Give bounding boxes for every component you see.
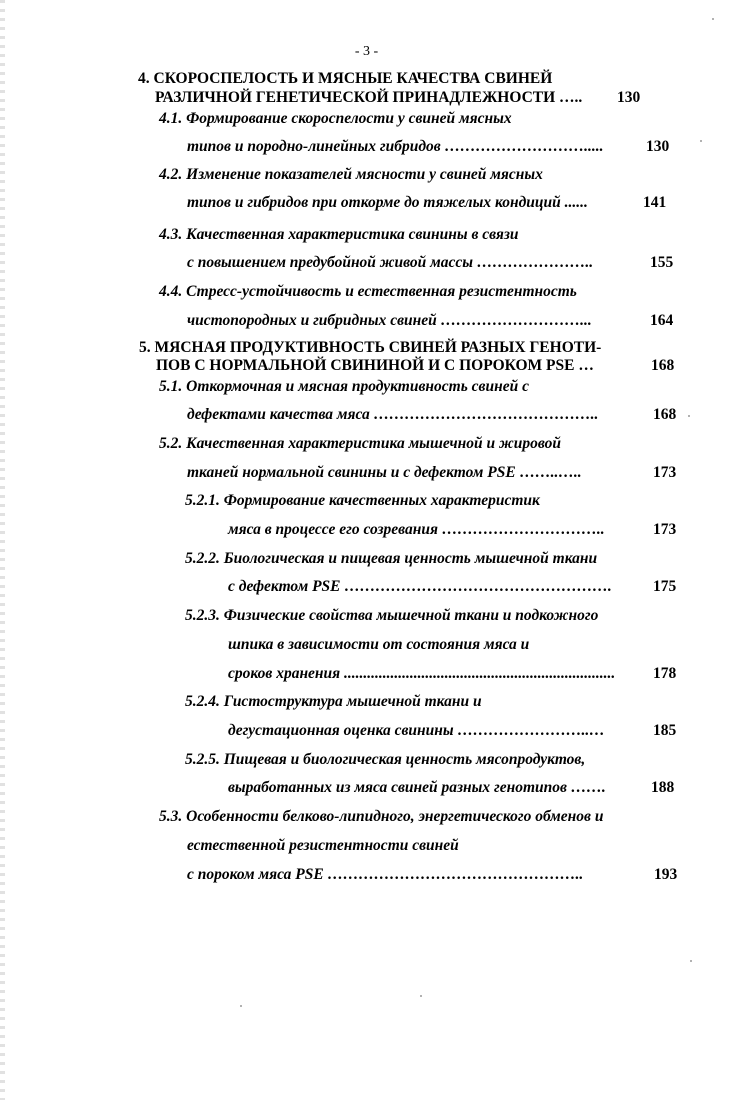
toc-section-5-page: 168 <box>651 357 675 374</box>
scan-speck <box>700 140 702 142</box>
toc-5-2-5-title-line2: выработанных из мяса свиней разных генотипов ……. <box>228 779 606 796</box>
scan-speck <box>690 960 692 962</box>
toc-5-2-3-title-line3: сроков хранения ...................................................................... <box>228 665 616 682</box>
toc-5-2-2-page: 175 <box>653 578 677 595</box>
toc-5-1-page: 168 <box>653 406 677 423</box>
toc-5-2-title-line2: тканей нормальной свинины и с дефектом PSE ……..….. <box>187 464 582 481</box>
toc-section-4-title-line1: 4. СКОРОСПЕЛОСТЬ И МЯСНЫЕ КАЧЕСТВА СВИНЕЙ <box>138 70 553 87</box>
toc-5-3-page: 193 <box>654 866 678 883</box>
toc-5-2-3-title-line2: шпика в зависимости от состояния мяса и <box>228 636 530 653</box>
toc-5-2-1-page: 173 <box>653 521 677 538</box>
toc-5-2-2-title-line1: 5.2.2. Биологическая и пищевая ценность мышечной ткани <box>185 550 598 567</box>
toc-section-5-title-line1: 5. МЯСНАЯ ПРОДУКТИВНОСТЬ СВИНЕЙ РАЗНЫХ ГЕНОТИ- <box>139 339 602 356</box>
toc-5-2-3-page: 178 <box>653 665 677 682</box>
toc-4-3-page: 155 <box>650 254 674 271</box>
toc-4-4-title-line2: чистопородных и гибридных свиней ………………………... <box>187 312 592 329</box>
toc-4-2-title-line2: типов и гибридов при откорме до тяжелых кондиций ...... <box>187 194 588 211</box>
toc-4-1-title-line1: 4.1. Формирование скороспелости у свиней мясных <box>159 110 512 127</box>
scan-speck <box>688 415 690 417</box>
toc-4-1-page: 130 <box>646 138 670 155</box>
toc-section-5-title-line2: ПОВ С НОРМАЛЬНОЙ СВИНИНОЙ И С ПОРОКОМ PSE … <box>156 357 594 374</box>
toc-5-2-5-title-line1: 5.2.5. Пищевая и биологическая ценность мясопродуктов, <box>185 751 586 768</box>
toc-5-2-1-title-line1: 5.2.1. Формирование качественных характеристик <box>185 492 540 509</box>
toc-5-2-2-title-line2: с дефектом PSE ……………………………………………. <box>228 578 612 595</box>
toc-5-3-title-line3: с пороком мяса PSE ………………………………………….. <box>187 866 584 883</box>
toc-4-1-title-line2: типов и породно-линейных гибридов ………………………..... <box>187 138 604 155</box>
toc-5-2-3-title-line1: 5.2.3. Физические свойства мышечной ткани и подкожного <box>185 607 599 624</box>
toc-5-1-title-line2: дефектами качества мяса …………………………………….. <box>187 406 599 423</box>
toc-4-3-title-line1: 4.3. Качественная характеристика свинины в связи <box>159 226 519 243</box>
toc-5-2-title-line1: 5.2. Качественная характеристика мышечной и жировой <box>159 435 561 452</box>
scan-speck <box>712 18 714 20</box>
toc-5-2-1-title-line2: мяса в процессе его созревания ………………………….. <box>228 521 605 538</box>
toc-section-4-page: 130 <box>617 89 641 106</box>
toc-section-4-title-line2: РАЗЛИЧНОЙ ГЕНЕТИЧЕСКОЙ ПРИНАДЛЕЖНОСТИ ….. <box>155 89 583 106</box>
toc-5-3-title-line2: естественной резистентности свиней <box>187 837 459 854</box>
toc-4-3-title-line2: с повышением предубойной живой массы ………………….. <box>187 254 594 271</box>
toc-5-2-4-title-line2: дегустационная оценка свинины ……………………..… <box>228 722 605 739</box>
toc-5-3-title-line1: 5.3. Особенности белково-липидного, энергетического обменов и <box>159 808 604 825</box>
toc-5-2-4-title-line1: 5.2.4. Гистоструктура мышечной ткани и <box>185 693 482 710</box>
toc-5-2-5-page: 188 <box>651 779 675 796</box>
toc-4-2-page: 141 <box>643 194 667 211</box>
toc-4-4-title-line1: 4.4. Стресс-устойчивость и естественная резистентность <box>159 283 577 300</box>
toc-4-4-page: 164 <box>650 312 674 329</box>
toc-5-1-title-line1: 5.1. Откормочная и мясная продуктивность свиней с <box>159 378 529 395</box>
toc-5-2-4-page: 185 <box>653 722 677 739</box>
scan-speck <box>240 1005 242 1007</box>
scan-edge-noise <box>0 0 5 1100</box>
page-number: - 3 - <box>354 44 379 59</box>
scan-speck <box>420 995 422 997</box>
toc-4-2-title-line1: 4.2. Изменение показателей мясности у свиней мясных <box>159 166 543 183</box>
toc-5-2-page: 173 <box>653 464 677 481</box>
